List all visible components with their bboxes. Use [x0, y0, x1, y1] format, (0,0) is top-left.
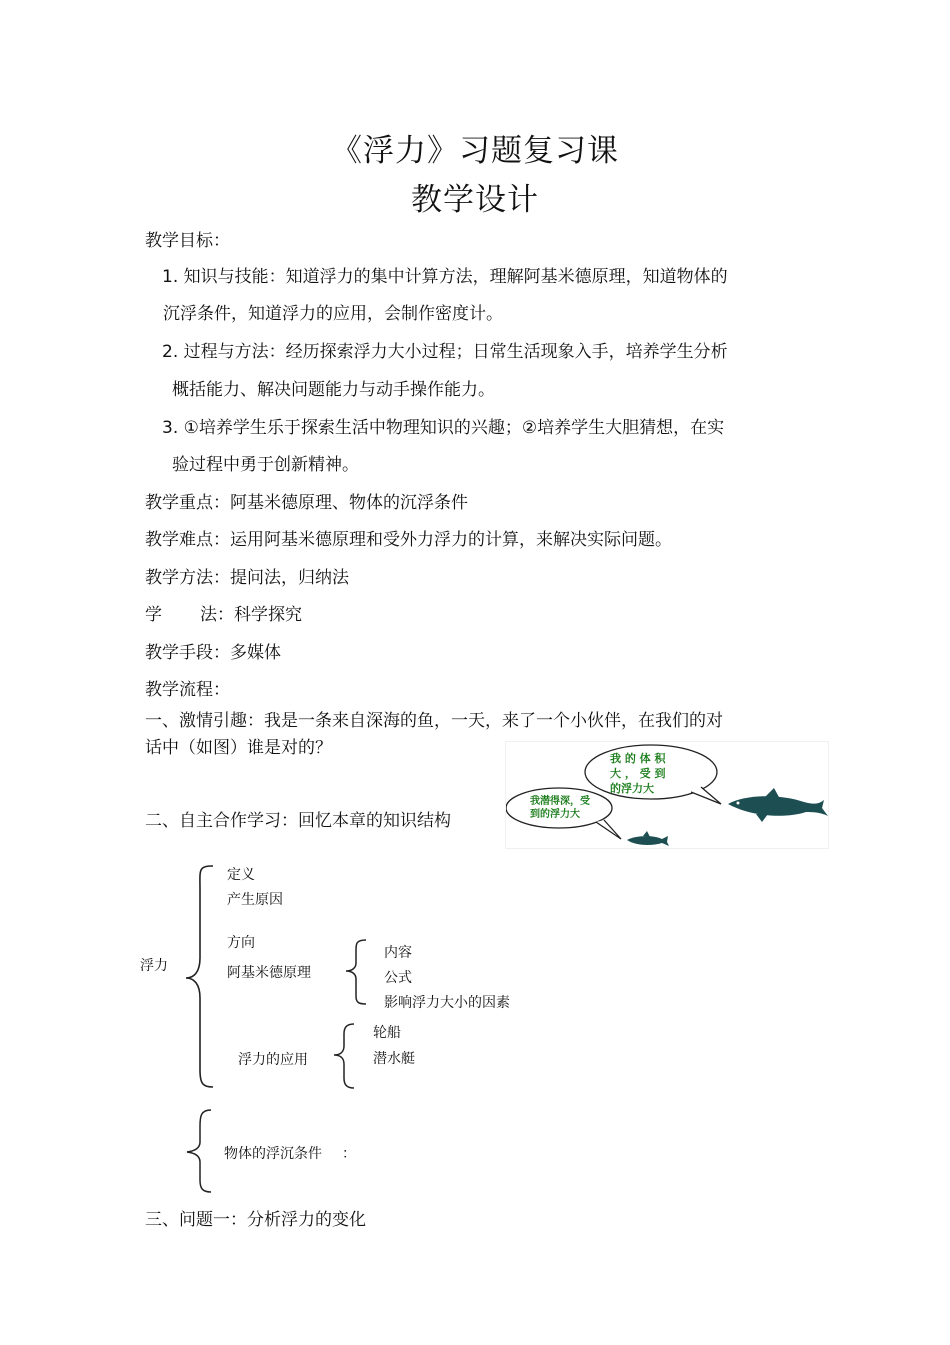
structure-ship: 轮船 — [373, 1025, 401, 1041]
teaching-flow: 教学流程： — [145, 680, 230, 700]
doc-title-line2: 教学设计 — [411, 182, 539, 218]
section2-heading: 二、自主合作学习：回忆本章的知识结构 — [145, 811, 451, 831]
fish-dialogue-illustration — [505, 741, 829, 849]
study-method-label-b: 法：科学探究 — [200, 605, 302, 625]
structure-submarine: 潜水艇 — [373, 1051, 415, 1067]
study-method — [145, 600, 302, 625]
objective-2-line2: 概括能力、解决问题能力与动手操作能力。 — [172, 380, 495, 400]
section1-line1: 一、激情引趣：我是一条来自深海的鱼，一天，来了一个小伙伴，在我们的对 — [145, 711, 723, 731]
small-fish-icon — [627, 831, 669, 846]
difficulties: 教学难点：运用阿基米德原理和受外力浮力的计算，来解决实际问题。 — [145, 530, 672, 550]
objective-3-line2: 验过程中勇于创新精神。 — [172, 455, 359, 475]
teaching-means: 教学手段：多媒体 — [145, 643, 281, 663]
structure-definition: 定义 — [227, 867, 255, 883]
objective-1-line2: 沉浮条件，知道浮力的应用，会制作密度计。 — [163, 304, 503, 324]
structure-direction: 方向 — [227, 935, 255, 951]
doc-title-line1: 《浮力》习题复习课 — [331, 133, 619, 169]
objectives-heading: 教学目标： — [145, 231, 230, 251]
structure-sink-float-colon: ： — [342, 1146, 356, 1162]
objective-1-line1: 1. 知识与技能：知道浮力的集中计算方法，理解阿基米德原理，知道物体的 — [162, 267, 728, 287]
structure-cause: 产生原因 — [227, 892, 283, 908]
structure-archimedes: 阿基米德原理 — [227, 965, 311, 981]
structure-application: 浮力的应用 — [238, 1052, 308, 1068]
structure-formula: 公式 — [384, 970, 412, 986]
sink-float-brace — [187, 1110, 211, 1192]
objective-3-line1: 3. ①培养学生乐于探索生活中物理知识的兴趣；②培养学生大胆猜想，在实 — [162, 418, 725, 438]
teaching-method: 教学方法：提问法，归纳法 — [145, 568, 349, 588]
objective-2-line1: 2. 过程与方法：经历探索浮力大小过程；日常生活现象入手，培养学生分析 — [162, 342, 728, 362]
study-method-label-a: 学 — [145, 605, 162, 625]
structure-sink-float: 物体的浮沉条件 — [224, 1146, 322, 1162]
section3-heading: 三、问题一：分析浮力的变化 — [145, 1210, 366, 1230]
structure-factors: 影响浮力大小的因素 — [384, 995, 510, 1011]
big-bubble-text: 我 的 体 积 大 ， 受 到 的浮力大 — [610, 752, 666, 795]
archimedes-brace — [346, 940, 366, 1004]
main-brace — [186, 866, 213, 1087]
structure-content: 内容 — [384, 945, 412, 961]
key-points: 教学重点：阿基米德原理、物体的沉浮条件 — [145, 493, 468, 513]
structure-root: 浮力 — [140, 958, 168, 974]
big-fish-icon — [728, 788, 828, 822]
section1-line2: 话中（如图）谁是对的？ — [145, 738, 332, 758]
small-bubble-text: 我潜得深，受 到的浮力大 — [530, 796, 590, 820]
application-brace — [334, 1024, 354, 1088]
